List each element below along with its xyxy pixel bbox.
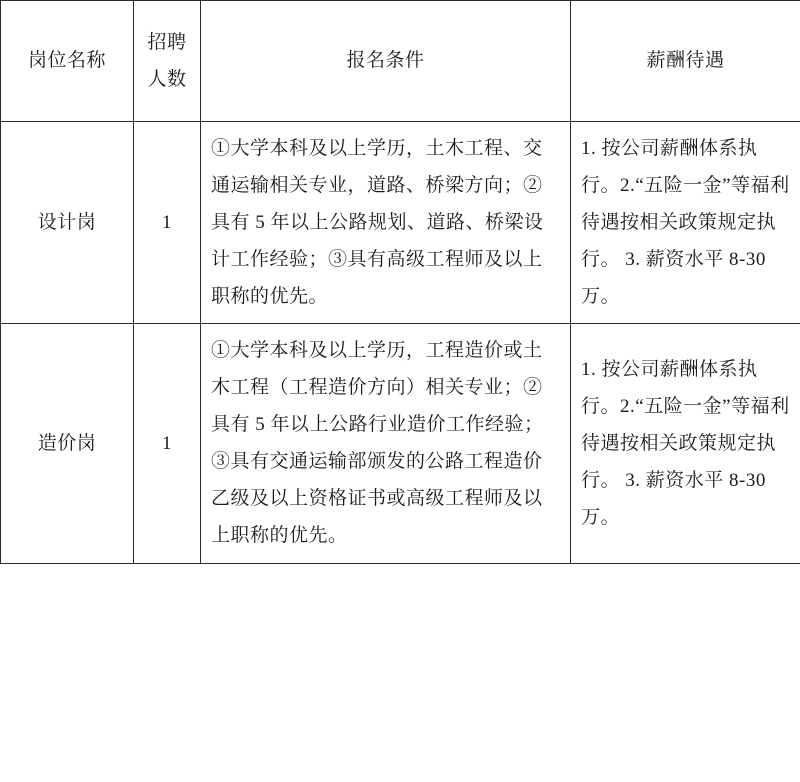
cell-conditions: ①大学本科及以上学历，工程造价或土木工程（工程造价方向）相关专业；②具有 5 年以上公路行业造价工作经验；③具有交通运输部颁发的公路工程造价乙级及以上资格证书或高级工程师及以上职称的优先。 [201,324,571,563]
cell-salary: 1. 按公司薪酬体系执行。2.“五险一金”等福利待遇按相关政策规定执行。 3. 薪资水平 8-30 万。 [571,122,800,324]
table-row [1,324,800,563]
cell-recruit-count: 1 [134,324,201,563]
table-row [1,122,800,324]
column-header-position-name: 岗位名称 [1,1,134,122]
cell-recruit-count: 1 [134,122,201,324]
cell-position-name: 造价岗 [1,324,134,563]
table-header [1,1,800,122]
column-header-salary: 薪酬待遇 [571,1,800,122]
column-header-recruit-count [134,1,201,122]
cell-salary: 1. 按公司薪酬体系执行。2.“五险一金”等福利待遇按相关政策规定执行。 3. 薪资水平 8-30 万。 [571,324,800,563]
table-header-row [1,1,800,122]
table-body [1,122,800,564]
cell-position-name: 设计岗 [1,122,134,324]
column-header-conditions: 报名条件 [201,1,571,122]
column-header-recruit-count-line1: 招聘 [147,31,187,53]
cell-conditions: ①大学本科及以上学历，土木工程、交通运输相关专业，道路、桥梁方向；②具有 5 年以上公路规划、道路、桥梁设计工作经验；③具有高级工程师及以上职称的优先。 [201,122,571,324]
column-header-recruit-count-line2: 人数 [147,69,187,90]
